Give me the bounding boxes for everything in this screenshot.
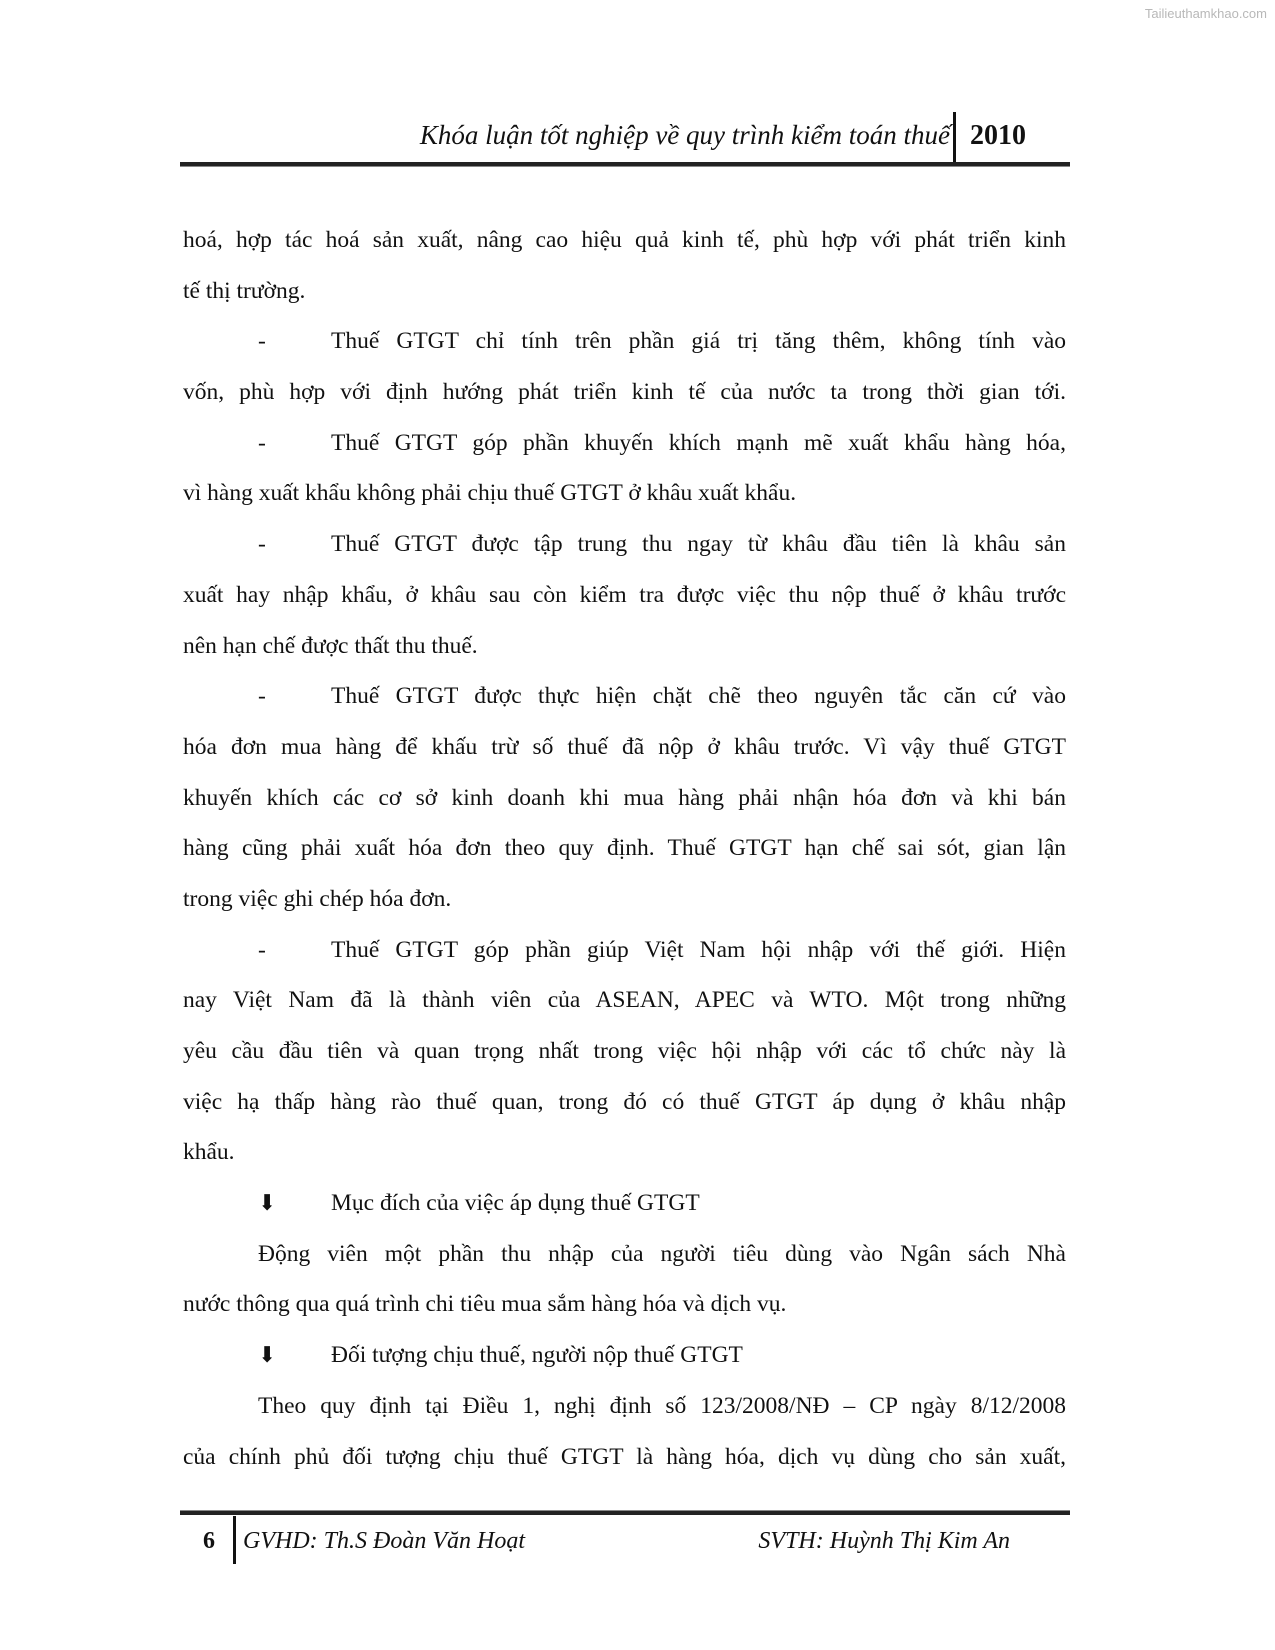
bullet-item xyxy=(183,925,1066,1178)
section-heading xyxy=(183,1178,1066,1229)
text-line: Thuế GTGT góp phần giúp Việt Nam hội nhập với thế giới. Hiện xyxy=(331,936,1066,963)
footer-student: SVTH: Huỳnh Thị Kim An xyxy=(758,1528,1010,1554)
text-line: Thuế GTGT chỉ tính trên phần giá trị tăng thêm, không tính vào xyxy=(331,328,1066,355)
text-line: nên hạn chế được thất thu thuế. xyxy=(183,632,478,659)
header-rule xyxy=(180,162,1070,167)
text-line: vì hàng xuất khẩu không phải chịu thuế GTGT ở khâu xuất khẩu. xyxy=(183,480,797,507)
text-line: nước thông qua quá trình chi tiêu mua sắm hàng hóa và dịch vụ. xyxy=(183,1291,787,1318)
text-line: Động viên một phần thu nhập của người tiêu dùng vào Ngân sách Nhà xyxy=(258,1240,1066,1267)
dash-marker: - xyxy=(258,936,266,963)
footer-advisor: GVHD: Th.S Đoàn Văn Hoạt xyxy=(243,1528,525,1554)
bullet-item xyxy=(183,316,1066,417)
heading-text: Đối tượng chịu thuế, người nộp thuế GTGT xyxy=(331,1342,743,1369)
watermark: Tailieuthamkhao.com xyxy=(1144,6,1267,21)
text-line: vốn, phù hợp với định hướng phát triển kinh tế của nước ta trong thời gian tới. xyxy=(183,379,1066,406)
text-line: khẩu. xyxy=(183,1139,235,1166)
text-line: khuyến khích các cơ sở kinh doanh khi mua hàng phải nhận hóa đơn và khi bán xyxy=(183,784,1066,811)
header-year: 2010 xyxy=(970,120,1026,151)
text-line: Thuế GTGT được thực hiện chặt chẽ theo nguyên tắc căn cứ vào xyxy=(331,683,1066,710)
footer-separator xyxy=(233,1516,236,1564)
dash-marker: - xyxy=(258,683,266,710)
text-line: yêu cầu đầu tiên và quan trọng nhất trong việc hội nhập với các tổ chức này là xyxy=(183,1038,1066,1064)
bullet-item xyxy=(183,671,1066,924)
text-line: Thuế GTGT được tập trung thu ngay từ khâu đầu tiên là khâu sản xyxy=(331,531,1066,558)
bullet-item xyxy=(183,418,1066,519)
bullet-item xyxy=(183,519,1066,671)
text-line: nay Việt Nam đã là thành viên của ASEAN, APEC và WTO. Một trong những xyxy=(183,987,1066,1014)
header-title: Khóa luận tốt nghiệp về quy trình kiểm toán thuế xyxy=(419,120,950,150)
dash-marker: - xyxy=(258,328,266,355)
dash-marker: - xyxy=(258,429,266,456)
page-header xyxy=(180,112,1070,168)
heading-text: Mục đích của việc áp dụng thuế GTGT xyxy=(331,1190,700,1217)
text-line: hàng cũng phải xuất hóa đơn theo quy định. Thuế GTGT hạn chế sai sót, gian lận xyxy=(183,835,1066,862)
page-footer xyxy=(180,1510,1070,1570)
text-line: xuất hay nhập khẩu, ở khâu sau còn kiểm tra được việc thu nộp thuế ở khâu trước xyxy=(183,581,1066,608)
text-line: của chính phủ đối tượng chịu thuế GTGT là hàng hóa, dịch vụ dùng cho sản xuất, xyxy=(183,1443,1066,1470)
footer-rule xyxy=(180,1510,1070,1515)
down-arrow-icon: ⬇ xyxy=(258,1190,277,1216)
down-arrow-icon: ⬇ xyxy=(258,1342,277,1368)
section-heading xyxy=(183,1330,1066,1381)
dash-marker: - xyxy=(258,531,266,558)
text-line: việc hạ thấp hàng rào thuế quan, trong đó có thuế GTGT áp dụng ở khâu nhập xyxy=(183,1088,1066,1115)
document-body xyxy=(183,215,1066,1482)
text-line: trong việc ghi chép hóa đơn. xyxy=(183,885,452,912)
text-line: Theo quy định tại Điều 1, nghị định số 123/2008/NĐ – CP ngày 8/12/2008 xyxy=(258,1392,1066,1419)
text-line: hoá, hợp tác hoá sản xuất, nâng cao hiệu quả kinh tế, phù hợp với phát triển kinh xyxy=(183,227,1066,253)
header-separator xyxy=(953,112,956,162)
page-number: 6 xyxy=(203,1528,215,1554)
text-line: tế thị trường. xyxy=(183,277,306,304)
text-line: hóa đơn mua hàng để khấu trừ số thuế đã nộp ở khâu trước. Vì vậy thuế GTGT xyxy=(183,733,1066,760)
text-line: Thuế GTGT góp phần khuyến khích mạnh mẽ xuất khẩu hàng hóa, xyxy=(331,429,1066,456)
